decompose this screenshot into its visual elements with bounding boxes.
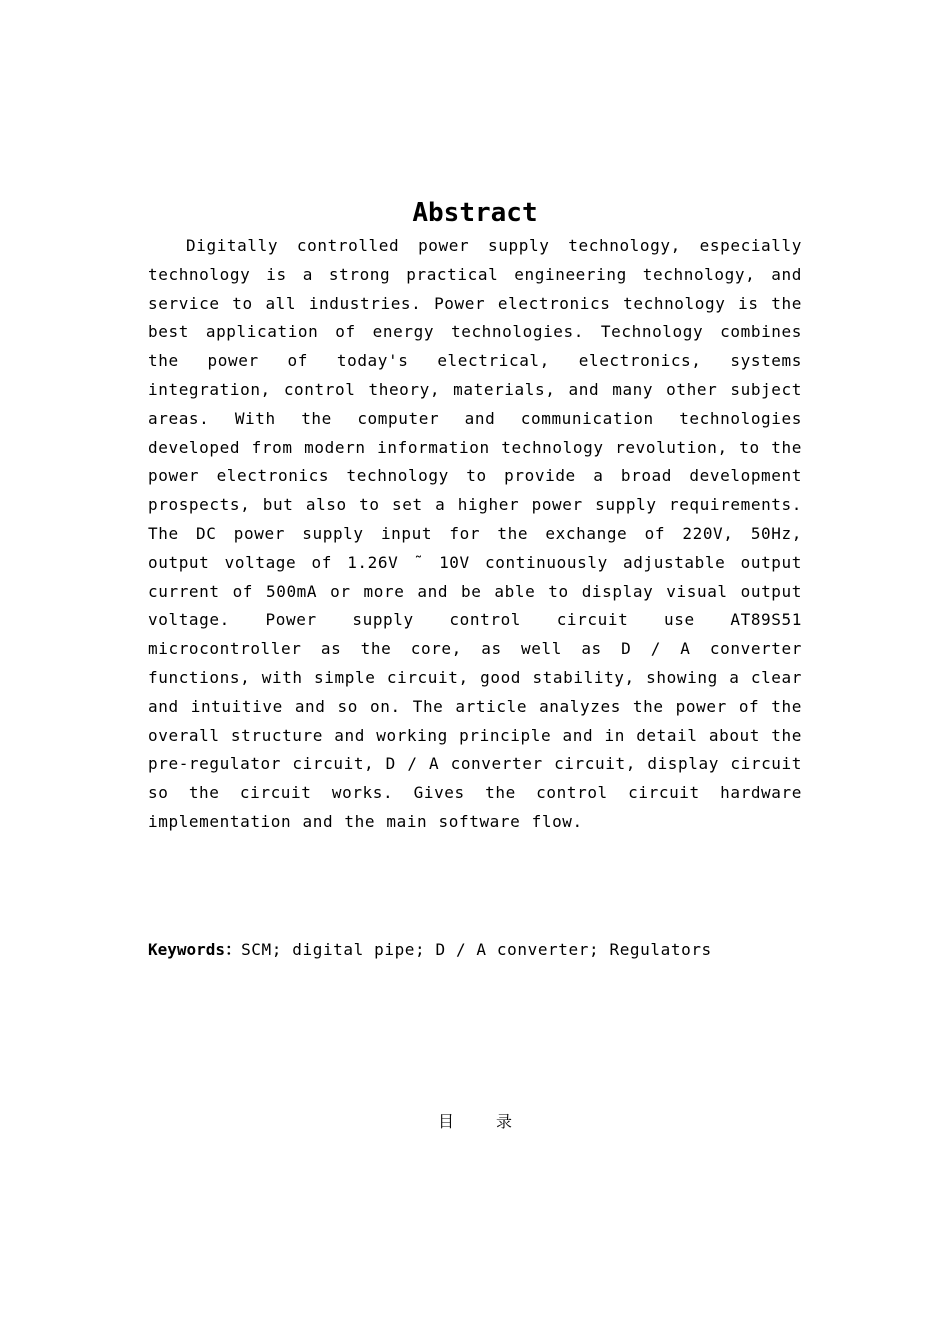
keywords-label: Keywords： [148,940,242,959]
keywords-line [148,936,802,964]
keywords-value: SCM; digital pipe; D / A converter; Regulators [241,940,712,959]
table-of-contents-heading [0,1108,950,1136]
abstract-body: Digitally controlled power supply technology, especially technology is a strong practical engineering technology, and service to all industries. Power electronics technology is the best application of energy technologies. Technology combines the power of today's electrical, electronics, systems integration, control theory, materials, and many other subject areas. With the computer and communication technologies developed from modern information technology revolution, to the power electronics technology to provide a broad development prospects, but also to set a higher power supply requirements. The DC power supply input for the exchange of 220V, 50Hz, output voltage of 1.26V ˜ 10V continuously adjustable output current of 500mA or more and be able to display visual output voltage. Power supply control circuit use AT89S51 microcontroller as the core, as well as D / A converter functions, with simple circuit, good stability, showing a clear and intuitive and so on. The article analyzes the power of the overall structure and working principle and in detail about the pre-regulator circuit, D / A converter circuit, display circuit so the circuit works. Gives the control circuit hardware implementation and the main software flow. [148,236,802,831]
toc-heading-char-1: 目 [437,1112,454,1131]
abstract-title: Abstract [412,198,538,228]
toc-heading-char-2: 录 [496,1112,513,1131]
